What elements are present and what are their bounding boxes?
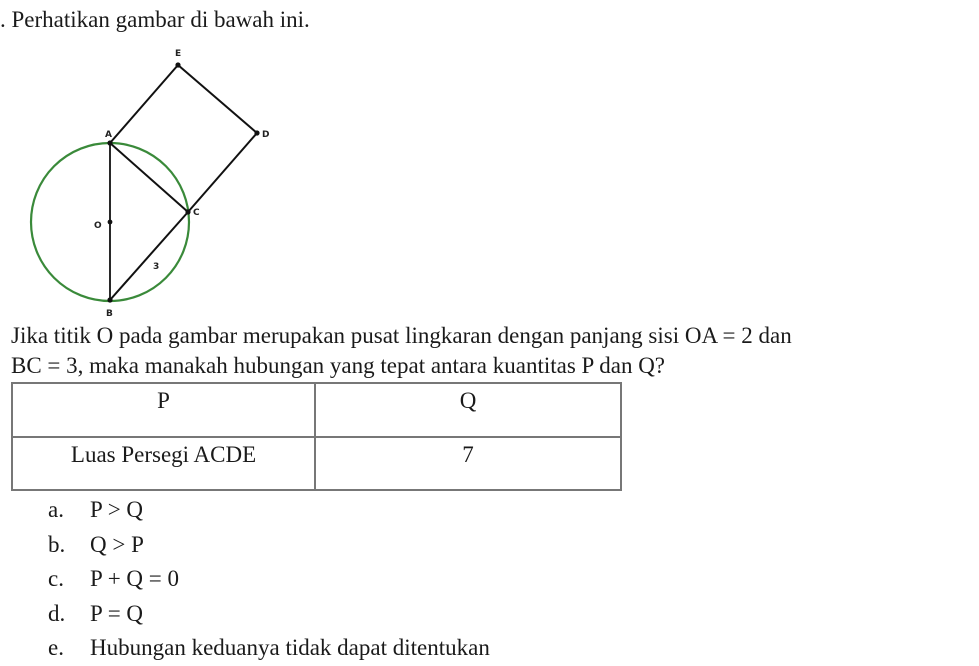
cell-p-value: Luas Persegi ACDE [12, 437, 315, 490]
label-c: C [193, 208, 200, 218]
option-e[interactable] [48, 631, 490, 666]
option-text: Q > P [90, 531, 144, 557]
label-b: B [106, 309, 113, 319]
option-letter: d. [48, 600, 66, 626]
option-text: P = Q [90, 600, 144, 626]
table-row [12, 437, 621, 490]
point-c [185, 209, 190, 214]
option-text: P + Q = 0 [90, 566, 179, 591]
option-text: P > Q [90, 497, 144, 522]
segment-de [178, 65, 257, 133]
option-letter: b. [48, 531, 66, 557]
question-text [11, 321, 971, 381]
option-b[interactable] [48, 528, 490, 563]
point-a [107, 140, 112, 145]
label-d: D [262, 130, 270, 140]
segment-bc [110, 212, 188, 300]
point-d [254, 130, 259, 135]
label-a: A [105, 130, 112, 140]
option-c[interactable] [48, 562, 490, 597]
segment-ea [110, 65, 178, 143]
geometry-figure [0, 0, 300, 320]
quantity-table [11, 382, 622, 491]
option-a[interactable] [48, 493, 490, 528]
option-letter: c. [48, 566, 64, 591]
header-q: Q [315, 383, 621, 437]
label-o: O [94, 221, 102, 231]
option-text: Hubungan keduanya tidak dapat ditentukan [90, 635, 490, 660]
answer-options [48, 493, 490, 666]
option-d[interactable] [48, 597, 490, 632]
question-line-1: Jika titik O pada gambar merupakan pusat lingkaran dengan panjang sisi OA = 2 dan [11, 323, 792, 348]
point-e [175, 62, 180, 67]
point-o [108, 220, 113, 225]
table-header-row [12, 383, 621, 437]
option-letter: a. [48, 497, 64, 522]
option-letter: e. [48, 635, 64, 660]
segment-cd [188, 133, 257, 212]
label-bc-length: 3 [153, 262, 160, 272]
header-p: P [12, 383, 315, 437]
cell-q-value: 7 [315, 437, 621, 490]
point-b [107, 297, 112, 302]
question-line-2: BC = 3, maka manakah hubungan yang tepat antara kuantitas P dan Q? [11, 353, 666, 378]
label-e: E [175, 49, 182, 59]
intro-instruction: . Perhatikan gambar di bawah ini. [0, 7, 310, 32]
